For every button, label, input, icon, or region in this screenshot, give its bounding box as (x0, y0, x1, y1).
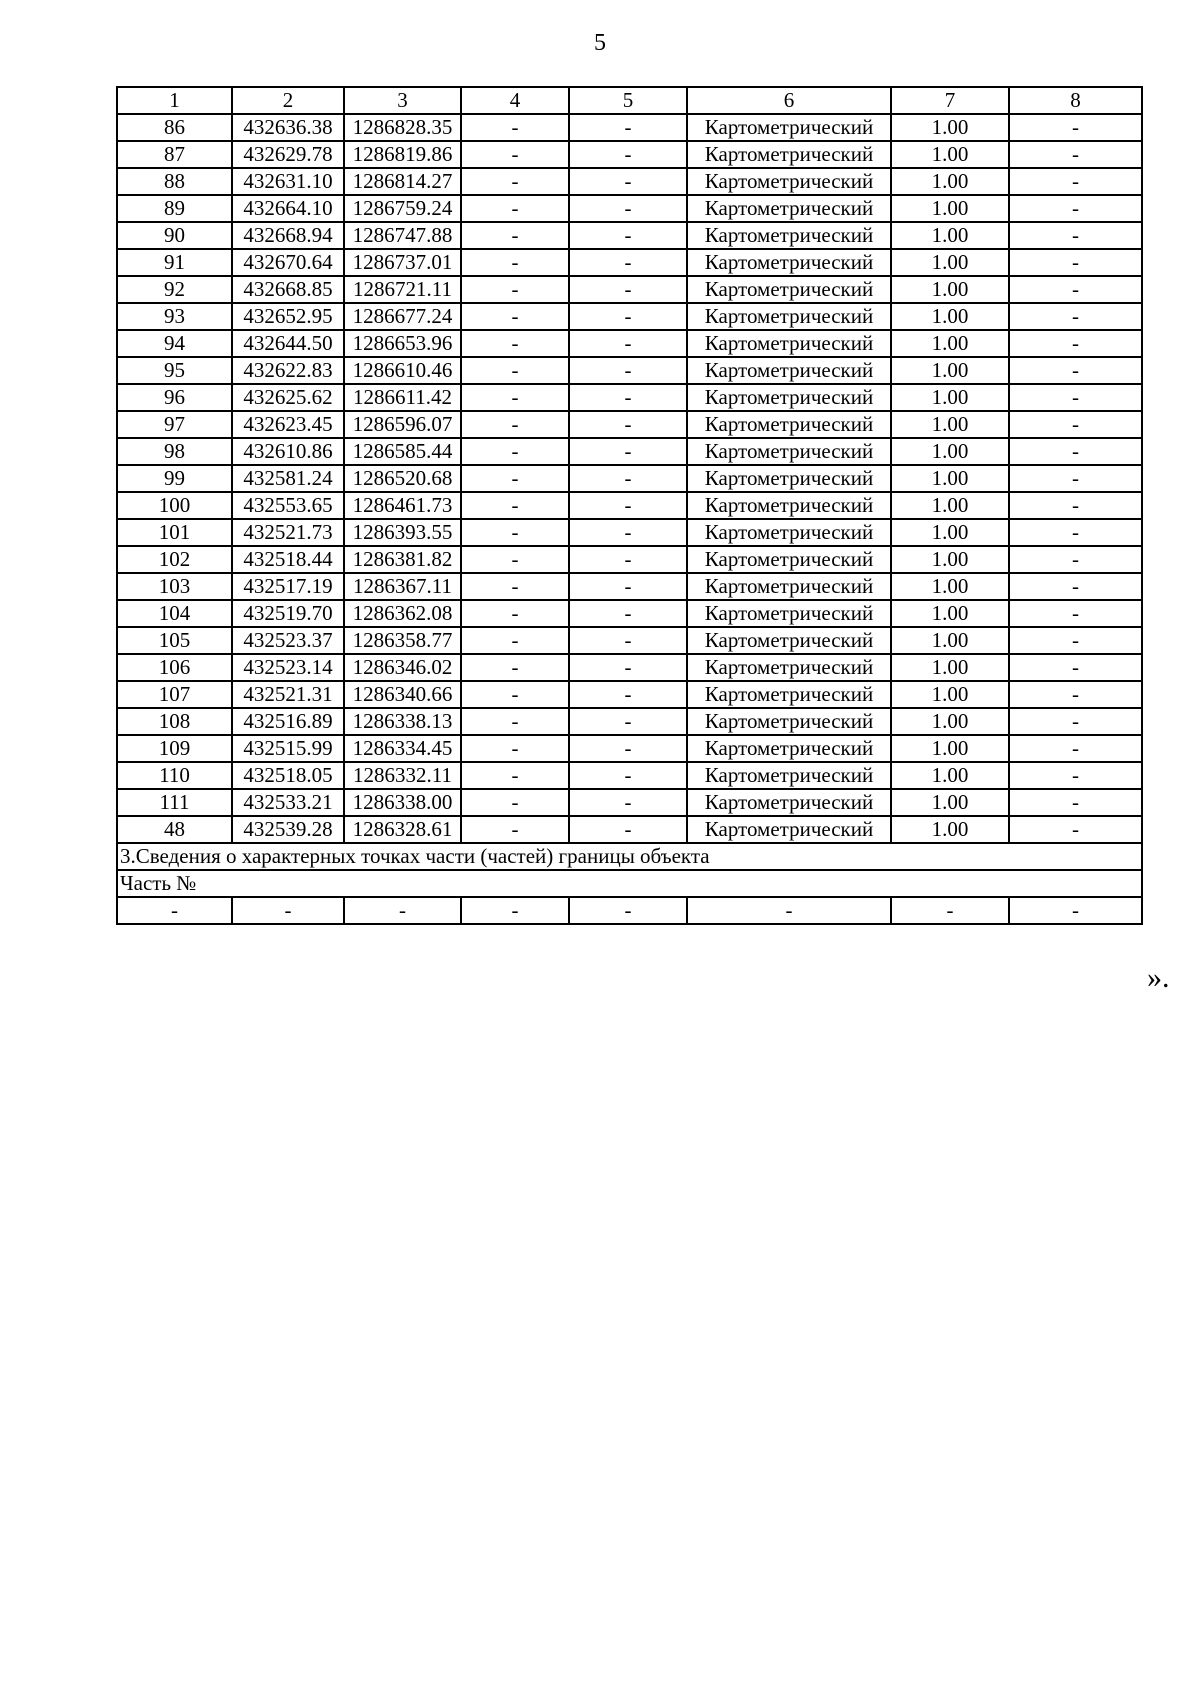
point-number-cell: 108 (117, 708, 232, 735)
header-cell: 5 (569, 87, 687, 114)
col8-value-cell: - (1009, 357, 1142, 384)
col8-value-cell: - (1009, 438, 1142, 465)
col8-value-cell: - (1009, 816, 1142, 843)
coord-y-cell: 1286759.24 (344, 195, 461, 222)
coord-y-cell: 1286653.96 (344, 330, 461, 357)
accuracy-cell: 1.00 (891, 465, 1009, 492)
method-cell: Картометрический (687, 114, 891, 141)
table-row (117, 762, 1142, 789)
col5-value-cell: - (569, 789, 687, 816)
col5-value-cell: - (569, 222, 687, 249)
method-cell: Картометрический (687, 195, 891, 222)
point-number-cell: 104 (117, 600, 232, 627)
header-cell: 4 (461, 87, 569, 114)
coord-x-cell: 432623.45 (232, 411, 344, 438)
accuracy-cell: 1.00 (891, 141, 1009, 168)
accuracy-cell: 1.00 (891, 330, 1009, 357)
col4-value-cell: - (461, 519, 569, 546)
col4-value-cell: - (461, 276, 569, 303)
table-row (117, 438, 1142, 465)
accuracy-cell: 1.00 (891, 681, 1009, 708)
col5-value-cell: - (569, 330, 687, 357)
col8-value-cell: - (1009, 654, 1142, 681)
coord-y-cell: 1286338.00 (344, 789, 461, 816)
col8-value-cell: - (1009, 762, 1142, 789)
col4-value-cell: - (461, 681, 569, 708)
col8-value-cell: - (1009, 600, 1142, 627)
method-cell: Картометрический (687, 789, 891, 816)
part-label: Часть № (117, 870, 1142, 897)
coord-y-cell: 1286611.42 (344, 384, 461, 411)
table-header (117, 87, 1142, 114)
coord-x-cell: 432652.95 (232, 303, 344, 330)
point-number-cell: 102 (117, 546, 232, 573)
col5-value-cell: - (569, 438, 687, 465)
closing-quote: ». (1147, 961, 1170, 994)
col4-value-cell: - (461, 330, 569, 357)
coord-y-cell: 1286737.01 (344, 249, 461, 276)
accuracy-cell: 1.00 (891, 114, 1009, 141)
col8-value-cell: - (1009, 384, 1142, 411)
col4-value-cell: - (461, 627, 569, 654)
col4-value-cell: - (461, 600, 569, 627)
coord-x-cell: 432521.31 (232, 681, 344, 708)
point-number-cell: 107 (117, 681, 232, 708)
coord-x-cell: 432668.85 (232, 276, 344, 303)
point-number-cell: 94 (117, 330, 232, 357)
accuracy-cell: 1.00 (891, 735, 1009, 762)
point-number-cell: 89 (117, 195, 232, 222)
section3-title: 3.Сведения о характерных точках части (частей) границы объекта (117, 843, 1142, 870)
method-cell: Картометрический (687, 276, 891, 303)
accuracy-cell: 1.00 (891, 519, 1009, 546)
coord-x-cell: 432622.83 (232, 357, 344, 384)
accuracy-cell: 1.00 (891, 222, 1009, 249)
empty-cell: - (461, 897, 569, 924)
col4-value-cell: - (461, 492, 569, 519)
point-number-cell: 88 (117, 168, 232, 195)
col5-value-cell: - (569, 519, 687, 546)
col5-value-cell: - (569, 465, 687, 492)
col8-value-cell: - (1009, 519, 1142, 546)
method-cell: Картометрический (687, 303, 891, 330)
coord-x-cell: 432515.99 (232, 735, 344, 762)
page-number: 5 (594, 30, 606, 56)
accuracy-cell: 1.00 (891, 762, 1009, 789)
table-row (117, 519, 1142, 546)
point-number-cell: 93 (117, 303, 232, 330)
coord-y-cell: 1286814.27 (344, 168, 461, 195)
col4-value-cell: - (461, 411, 569, 438)
accuracy-cell: 1.00 (891, 411, 1009, 438)
col5-value-cell: - (569, 627, 687, 654)
method-cell: Картометрический (687, 168, 891, 195)
coord-y-cell: 1286334.45 (344, 735, 461, 762)
empty-cell: - (232, 897, 344, 924)
coord-x-cell: 432517.19 (232, 573, 344, 600)
coord-y-cell: 1286677.24 (344, 303, 461, 330)
table-row (117, 546, 1142, 573)
empty-cell: - (1009, 897, 1142, 924)
coord-y-cell: 1286346.02 (344, 654, 461, 681)
col4-value-cell: - (461, 654, 569, 681)
point-number-cell: 92 (117, 276, 232, 303)
accuracy-cell: 1.00 (891, 492, 1009, 519)
col4-value-cell: - (461, 303, 569, 330)
coord-x-cell: 432521.73 (232, 519, 344, 546)
table-row (117, 249, 1142, 276)
empty-cell: - (117, 897, 232, 924)
col8-value-cell: - (1009, 222, 1142, 249)
table-row (117, 654, 1142, 681)
table-row (117, 573, 1142, 600)
accuracy-cell: 1.00 (891, 654, 1009, 681)
header-cell: 6 (687, 87, 891, 114)
col8-value-cell: - (1009, 141, 1142, 168)
method-cell: Картометрический (687, 600, 891, 627)
col4-value-cell: - (461, 465, 569, 492)
table-row (117, 168, 1142, 195)
header-cell: 2 (232, 87, 344, 114)
point-number-cell: 86 (117, 114, 232, 141)
col4-value-cell: - (461, 195, 569, 222)
col8-value-cell: - (1009, 492, 1142, 519)
coord-x-cell: 432670.64 (232, 249, 344, 276)
coord-x-cell: 432518.44 (232, 546, 344, 573)
point-number-cell: 90 (117, 222, 232, 249)
col5-value-cell: - (569, 276, 687, 303)
coord-x-cell: 432629.78 (232, 141, 344, 168)
point-number-cell: 96 (117, 384, 232, 411)
coord-y-cell: 1286340.66 (344, 681, 461, 708)
table-body (117, 114, 1142, 843)
coord-y-cell: 1286461.73 (344, 492, 461, 519)
table-row (117, 330, 1142, 357)
col4-value-cell: - (461, 762, 569, 789)
coord-x-cell: 432516.89 (232, 708, 344, 735)
point-number-cell: 110 (117, 762, 232, 789)
coord-y-cell: 1286393.55 (344, 519, 461, 546)
col4-value-cell: - (461, 708, 569, 735)
coord-x-cell: 432644.50 (232, 330, 344, 357)
col5-value-cell: - (569, 384, 687, 411)
coord-y-cell: 1286610.46 (344, 357, 461, 384)
method-cell: Картометрический (687, 384, 891, 411)
point-number-cell: 95 (117, 357, 232, 384)
section3-title-row (117, 843, 1142, 870)
coord-x-cell: 432553.65 (232, 492, 344, 519)
header-row (117, 87, 1142, 114)
table-row (117, 303, 1142, 330)
col4-value-cell: - (461, 789, 569, 816)
accuracy-cell: 1.00 (891, 276, 1009, 303)
table-row (117, 600, 1142, 627)
method-cell: Картометрический (687, 762, 891, 789)
method-cell: Картометрический (687, 357, 891, 384)
coord-y-cell: 1286332.11 (344, 762, 461, 789)
col5-value-cell: - (569, 195, 687, 222)
col8-value-cell: - (1009, 303, 1142, 330)
col5-value-cell: - (569, 114, 687, 141)
table-row (117, 492, 1142, 519)
col8-value-cell: - (1009, 789, 1142, 816)
coord-x-cell: 432518.05 (232, 762, 344, 789)
accuracy-cell: 1.00 (891, 195, 1009, 222)
col5-value-cell: - (569, 141, 687, 168)
accuracy-cell: 1.00 (891, 708, 1009, 735)
method-cell: Картометрический (687, 573, 891, 600)
method-cell: Картометрический (687, 438, 891, 465)
method-cell: Картометрический (687, 411, 891, 438)
col8-value-cell: - (1009, 546, 1142, 573)
col8-value-cell: - (1009, 627, 1142, 654)
point-number-cell: 111 (117, 789, 232, 816)
table-row (117, 411, 1142, 438)
point-number-cell: 106 (117, 654, 232, 681)
table-row (117, 789, 1142, 816)
col5-value-cell: - (569, 654, 687, 681)
col4-value-cell: - (461, 384, 569, 411)
coord-y-cell: 1286381.82 (344, 546, 461, 573)
point-number-cell: 87 (117, 141, 232, 168)
col4-value-cell: - (461, 438, 569, 465)
empty-cell: - (344, 897, 461, 924)
coord-y-cell: 1286520.68 (344, 465, 461, 492)
col8-value-cell: - (1009, 465, 1142, 492)
point-number-cell: 98 (117, 438, 232, 465)
col4-value-cell: - (461, 222, 569, 249)
accuracy-cell: 1.00 (891, 168, 1009, 195)
empty-row (117, 897, 1142, 924)
table-row (117, 681, 1142, 708)
col5-value-cell: - (569, 168, 687, 195)
coord-x-cell: 432668.94 (232, 222, 344, 249)
header-cell: 7 (891, 87, 1009, 114)
col4-value-cell: - (461, 114, 569, 141)
point-number-cell: 100 (117, 492, 232, 519)
table-row (117, 195, 1142, 222)
empty-cell: - (891, 897, 1009, 924)
col4-value-cell: - (461, 249, 569, 276)
coord-x-cell: 432539.28 (232, 816, 344, 843)
table-row (117, 708, 1142, 735)
method-cell: Картометрический (687, 519, 891, 546)
point-number-cell: 48 (117, 816, 232, 843)
method-cell: Картометрический (687, 708, 891, 735)
coord-x-cell: 432625.62 (232, 384, 344, 411)
method-cell: Картометрический (687, 654, 891, 681)
coord-y-cell: 1286721.11 (344, 276, 461, 303)
method-cell: Картометрический (687, 627, 891, 654)
coord-y-cell: 1286358.77 (344, 627, 461, 654)
point-number-cell: 97 (117, 411, 232, 438)
method-cell: Картометрический (687, 492, 891, 519)
coord-y-cell: 1286828.35 (344, 114, 461, 141)
point-number-cell: 105 (117, 627, 232, 654)
method-cell: Картометрический (687, 330, 891, 357)
table-row (117, 357, 1142, 384)
col8-value-cell: - (1009, 573, 1142, 600)
col4-value-cell: - (461, 141, 569, 168)
accuracy-cell: 1.00 (891, 600, 1009, 627)
method-cell: Картометрический (687, 141, 891, 168)
col5-value-cell: - (569, 303, 687, 330)
part-label-row (117, 870, 1142, 897)
accuracy-cell: 1.00 (891, 249, 1009, 276)
col4-value-cell: - (461, 573, 569, 600)
point-number-cell: 109 (117, 735, 232, 762)
table-row (117, 222, 1142, 249)
coord-x-cell: 432581.24 (232, 465, 344, 492)
coord-x-cell: 432610.86 (232, 438, 344, 465)
accuracy-cell: 1.00 (891, 438, 1009, 465)
col8-value-cell: - (1009, 249, 1142, 276)
col5-value-cell: - (569, 762, 687, 789)
coord-x-cell: 432631.10 (232, 168, 344, 195)
coord-y-cell: 1286338.13 (344, 708, 461, 735)
col4-value-cell: - (461, 546, 569, 573)
col8-value-cell: - (1009, 330, 1142, 357)
point-number-cell: 101 (117, 519, 232, 546)
table-row (117, 816, 1142, 843)
col8-value-cell: - (1009, 195, 1142, 222)
method-cell: Картометрический (687, 249, 891, 276)
method-cell: Картометрический (687, 735, 891, 762)
col8-value-cell: - (1009, 735, 1142, 762)
col8-value-cell: - (1009, 411, 1142, 438)
boundary-points-table (116, 86, 1143, 925)
accuracy-cell: 1.00 (891, 303, 1009, 330)
col5-value-cell: - (569, 816, 687, 843)
accuracy-cell: 1.00 (891, 384, 1009, 411)
col5-value-cell: - (569, 681, 687, 708)
table-row (117, 465, 1142, 492)
col4-value-cell: - (461, 357, 569, 384)
coord-x-cell: 432519.70 (232, 600, 344, 627)
col5-value-cell: - (569, 357, 687, 384)
col8-value-cell: - (1009, 276, 1142, 303)
coord-y-cell: 1286328.61 (344, 816, 461, 843)
col5-value-cell: - (569, 492, 687, 519)
header-cell: 8 (1009, 87, 1142, 114)
accuracy-cell: 1.00 (891, 627, 1009, 654)
col4-value-cell: - (461, 168, 569, 195)
coord-y-cell: 1286367.11 (344, 573, 461, 600)
col5-value-cell: - (569, 708, 687, 735)
accuracy-cell: 1.00 (891, 357, 1009, 384)
empty-cell: - (569, 897, 687, 924)
col8-value-cell: - (1009, 708, 1142, 735)
coord-x-cell: 432636.38 (232, 114, 344, 141)
col5-value-cell: - (569, 600, 687, 627)
point-number-cell: 99 (117, 465, 232, 492)
col8-value-cell: - (1009, 168, 1142, 195)
table-row (117, 114, 1142, 141)
header-cell: 1 (117, 87, 232, 114)
accuracy-cell: 1.00 (891, 546, 1009, 573)
col8-value-cell: - (1009, 681, 1142, 708)
point-number-cell: 91 (117, 249, 232, 276)
col4-value-cell: - (461, 816, 569, 843)
table-row (117, 276, 1142, 303)
method-cell: Картометрический (687, 816, 891, 843)
col5-value-cell: - (569, 546, 687, 573)
header-cell: 3 (344, 87, 461, 114)
coord-y-cell: 1286819.86 (344, 141, 461, 168)
method-cell: Картометрический (687, 546, 891, 573)
method-cell: Картометрический (687, 222, 891, 249)
point-number-cell: 103 (117, 573, 232, 600)
table-row (117, 627, 1142, 654)
coord-x-cell: 432533.21 (232, 789, 344, 816)
accuracy-cell: 1.00 (891, 789, 1009, 816)
coord-y-cell: 1286747.88 (344, 222, 461, 249)
col5-value-cell: - (569, 249, 687, 276)
table-row (117, 141, 1142, 168)
accuracy-cell: 1.00 (891, 816, 1009, 843)
col5-value-cell: - (569, 573, 687, 600)
method-cell: Картометрический (687, 465, 891, 492)
table-row (117, 735, 1142, 762)
col5-value-cell: - (569, 411, 687, 438)
table-row (117, 384, 1142, 411)
coord-x-cell: 432523.37 (232, 627, 344, 654)
coord-y-cell: 1286362.08 (344, 600, 461, 627)
coord-y-cell: 1286585.44 (344, 438, 461, 465)
empty-cell: - (687, 897, 891, 924)
col4-value-cell: - (461, 735, 569, 762)
coord-x-cell: 432523.14 (232, 654, 344, 681)
coord-x-cell: 432664.10 (232, 195, 344, 222)
method-cell: Картометрический (687, 681, 891, 708)
coord-y-cell: 1286596.07 (344, 411, 461, 438)
accuracy-cell: 1.00 (891, 573, 1009, 600)
col5-value-cell: - (569, 735, 687, 762)
col8-value-cell: - (1009, 114, 1142, 141)
section3 (117, 843, 1142, 924)
